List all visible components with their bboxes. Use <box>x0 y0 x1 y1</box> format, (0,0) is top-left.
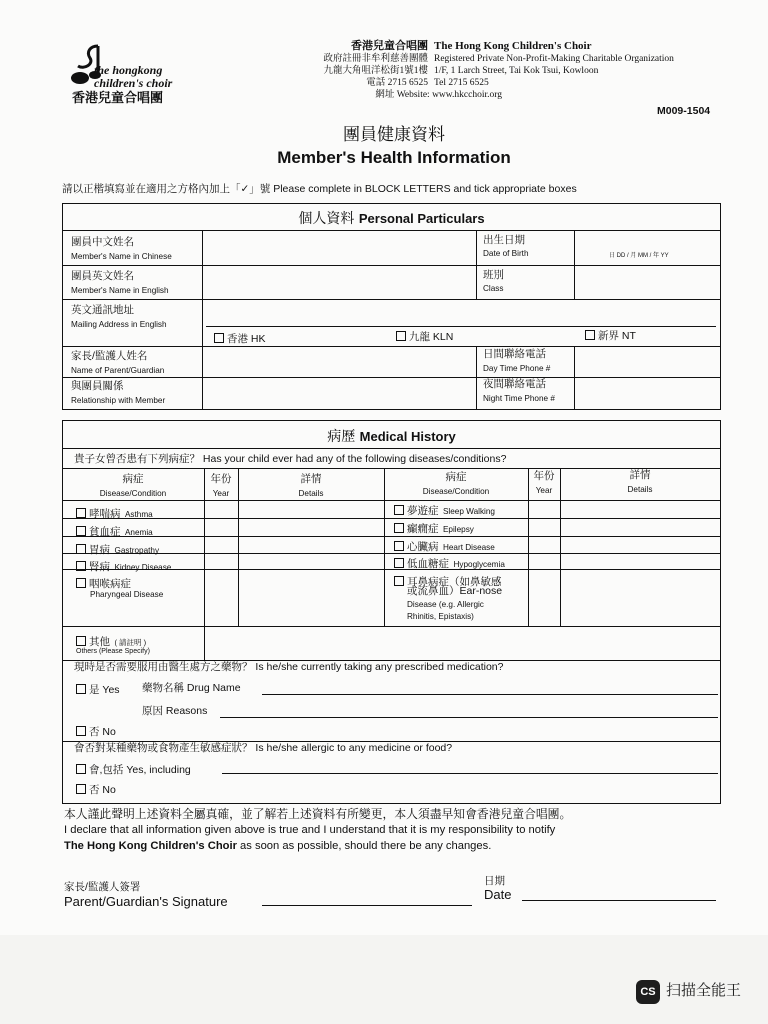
others-specify-input[interactable] <box>206 628 718 658</box>
org-registration-en: Registered Private Non-Profit-Making Charitable Organization <box>434 54 674 64</box>
divider <box>62 265 721 266</box>
divider <box>202 230 203 410</box>
medical-heading <box>62 426 721 446</box>
divider <box>62 536 721 537</box>
date-line[interactable] <box>522 900 716 901</box>
day-phone-label-en: Day Time Phone # <box>483 364 551 373</box>
declaration-en-2: The Hong Kong Children's Choir as soon as possible, should there be any changes. <box>64 840 492 852</box>
disease-epilepsy[interactable]: 癲癇症 Epilepsy <box>394 519 474 537</box>
checkbox[interactable] <box>394 523 404 533</box>
checkbox[interactable] <box>76 636 86 646</box>
divider <box>62 448 721 449</box>
day-phone-label-zh: 日間聯絡電話 <box>483 348 546 360</box>
medication-no-option[interactable]: 否 No <box>76 726 116 739</box>
divider <box>574 230 575 299</box>
camscanner-text: 扫描全能王 <box>666 982 742 999</box>
divider <box>62 299 721 300</box>
address-label-en: Mailing Address in English <box>71 320 167 329</box>
night-phone-label-zh: 夜間聯絡電話 <box>483 378 546 390</box>
col-year-right: 年份 Year <box>533 470 555 495</box>
address-label-zh: 英文通訊地址 <box>71 304 134 316</box>
col-disease-left: 病症 Disease/Condition <box>99 473 167 498</box>
checkbox[interactable] <box>76 544 86 554</box>
personal-heading-en: Personal Particulars <box>358 211 485 226</box>
medication-question: 現時是否需要服用由醫生處方之藥物？ Is he/she currently taking any prescribed medication? <box>74 661 504 673</box>
divider <box>528 468 529 626</box>
org-name-zh: 香港兒童合唱團 <box>351 40 428 52</box>
divider <box>62 377 721 378</box>
col-disease-right: 病症 Disease/Condition <box>422 471 490 496</box>
date-label-zh: 日期 <box>484 875 505 887</box>
checkbox[interactable] <box>214 333 224 343</box>
address-line <box>206 326 716 327</box>
chinese-name-label-en: Member's Name in Chinese <box>71 252 172 261</box>
logo-text-en-1: the hongkong <box>94 63 163 77</box>
logo-text-zh: 香港兒童合唱團 <box>72 90 164 105</box>
org-website: 網址 Website: www.hkcchoir.org <box>375 90 502 100</box>
divider <box>62 346 721 347</box>
class-label-zh: 班別 <box>483 269 504 281</box>
disease-asthma[interactable]: 哮喘病 Asthma <box>76 504 153 522</box>
drug-name-label: 藥物名稱 Drug Name <box>142 682 241 694</box>
signature-line[interactable] <box>262 905 472 906</box>
checkbox[interactable] <box>394 576 404 586</box>
divider <box>62 626 721 627</box>
declaration-en-1: I declare that all information given above is true and I understand that it is my responsibility to notify <box>64 824 556 836</box>
disease-others-en: Others (Please Specify) <box>76 648 150 655</box>
medical-heading-zh: 病歷 <box>327 428 356 444</box>
checkbox[interactable] <box>76 508 86 518</box>
checkbox[interactable] <box>394 558 404 568</box>
drug-name-line[interactable] <box>262 694 718 695</box>
disease-anemia[interactable]: 貧血症 Anemia <box>76 522 153 540</box>
checkbox[interactable] <box>76 684 86 694</box>
divider <box>574 346 575 410</box>
disease-ear-nose-line2: 或流鼻血）Ear-nose <box>407 585 503 597</box>
relationship-input[interactable] <box>204 379 474 408</box>
address-input[interactable] <box>206 302 716 324</box>
disease-kidney[interactable]: 腎病 Kidney Disease <box>76 557 171 575</box>
checkbox[interactable] <box>76 764 86 774</box>
allergy-details-line[interactable] <box>222 773 718 774</box>
class-label-en: Class <box>483 284 504 293</box>
signature-label-zh: 家長/監護人簽署 <box>64 881 141 893</box>
divider <box>62 500 721 501</box>
disease-question: 貴子女曾否患有下列病症？ Has your child ever had any of the following diseases/conditions? <box>74 453 507 465</box>
checkbox[interactable] <box>76 526 86 536</box>
disease-pharyngeal[interactable]: 咽喉病症 <box>76 574 131 592</box>
dob-label-zh: 出生日期 <box>483 234 525 246</box>
org-phone-zh: 電話 2715 6525 <box>366 78 428 88</box>
disease-ear-nose-line3: Disease (e.g. Allergic <box>407 600 484 609</box>
checkbox[interactable] <box>76 784 86 794</box>
divider <box>560 468 561 626</box>
dob-format: 日 DD / 月 MM / 年 YY <box>609 253 669 259</box>
disease-hypoglycemia[interactable]: 低血糖症 Hypoglycemia <box>394 554 505 572</box>
declaration <box>64 806 720 854</box>
checkbox[interactable] <box>76 578 86 588</box>
col-year-left: 年份 Year <box>210 473 232 498</box>
reason-line[interactable] <box>220 717 718 718</box>
form-instruction: 請以正楷填寫並在適用之方格內加上「✓」號 Please complete in BLOCK LETTERS and tick appropriate boxes <box>62 183 577 195</box>
choir-logo <box>64 44 194 108</box>
reason-label: 原因 Reasons <box>142 705 208 717</box>
night-phone-label-en: Night Time Phone # <box>483 394 555 403</box>
form-title-en: Member's Health Information <box>277 148 511 167</box>
signature-label-en: Parent/Guardian's Signature <box>64 894 228 909</box>
allergy-no-option[interactable]: 否 No <box>76 784 116 797</box>
region-hk-option[interactable]: 香港 HK <box>214 333 266 346</box>
day-phone-input[interactable] <box>576 348 718 375</box>
parent-name-label-en: Name of Parent/Guardian <box>71 366 165 375</box>
disease-ear-nose-line4: Rhinitis, Epistaxis) <box>407 612 474 621</box>
checkbox[interactable] <box>76 561 86 571</box>
divider <box>62 230 721 231</box>
parent-name-label-zh: 家長/監護人姓名 <box>71 350 148 362</box>
org-registration-zh: 政府註冊非牟利慈善團體 <box>323 54 428 64</box>
disease-heart[interactable]: 心臟病 Heart Disease <box>394 537 495 555</box>
chinese-name-label-zh: 團員中文姓名 <box>71 236 134 248</box>
divider <box>62 518 721 519</box>
allergy-question: 會否對某種藥物或食物產生敏感症狀？ Is he/she allergic to any medicine or food? <box>74 742 453 754</box>
org-info-en <box>434 40 734 89</box>
english-name-input[interactable] <box>204 267 474 297</box>
allergy-yes-option[interactable]: 會,包括 Yes, including <box>76 764 191 777</box>
checkbox[interactable] <box>76 726 86 736</box>
checkbox[interactable] <box>585 330 595 340</box>
relationship-label-en: Relationship with Member <box>71 396 166 405</box>
checkbox[interactable] <box>394 505 404 515</box>
col-details-left: 詳情 Details <box>298 473 324 498</box>
medication-yes-option[interactable]: 是 Yes <box>76 684 120 697</box>
divider <box>476 230 477 299</box>
form-title <box>0 124 768 170</box>
parent-name-input[interactable] <box>204 348 474 375</box>
disease-sleep-walking[interactable]: 夢遊症 Sleep Walking <box>394 501 495 519</box>
org-name-en: The Hong Kong Children's Choir <box>434 40 592 52</box>
checkbox[interactable] <box>396 331 406 341</box>
medical-heading-en: Medical History <box>359 429 456 444</box>
col-details-right: 詳情 Details <box>627 469 653 494</box>
disease-ear-nose[interactable]: 耳鼻病症（如鼻敏感 <box>394 572 502 590</box>
divider <box>204 468 205 660</box>
disease-pharyngeal-en: Pharyngeal Disease <box>90 590 164 599</box>
dob-label-en: Date of Birth <box>483 249 529 258</box>
divider <box>62 553 721 554</box>
region-kln-option[interactable]: 九龍 KLN <box>396 331 453 344</box>
disease-others[interactable]: 其他 ( 請註明 ) <box>76 632 146 650</box>
disease-gastropathy[interactable]: 胃病 Gastropathy <box>76 540 159 558</box>
class-input[interactable] <box>576 267 718 297</box>
form-title-zh: 團員健康資料 <box>343 125 445 144</box>
org-address-en: 1/F, 1 Larch Street, Tai Kok Tsui, Kowloon <box>434 66 599 76</box>
divider <box>476 346 477 410</box>
night-phone-input[interactable] <box>576 379 718 408</box>
english-name-label-zh: 團員英文姓名 <box>71 270 134 282</box>
chinese-name-input[interactable] <box>204 232 474 263</box>
english-name-label-en: Member's Name in English <box>71 286 169 295</box>
org-phone-en: Tel 2715 6525 <box>434 78 489 88</box>
org-address-zh: 九龍大角咀洋松街1號1樓 <box>323 66 428 76</box>
personal-heading <box>62 208 721 228</box>
divider <box>384 468 385 626</box>
logo-text-en-2: children's choir <box>94 76 173 90</box>
personal-heading-zh: 個人資料 <box>298 210 355 226</box>
checkbox[interactable] <box>394 541 404 551</box>
form-code: M009-1504 <box>657 105 711 117</box>
divider <box>238 468 239 626</box>
declaration-zh: 本人謹此聲明上述資料全屬真確，並了解若上述資料有所變更，本人須盡早知會香港兒童合唱團。 <box>64 807 572 821</box>
camscanner-logo: CS <box>636 980 660 1004</box>
region-nt-option[interactable]: 新界 NT <box>585 330 636 343</box>
date-label-en: Date <box>484 887 512 902</box>
relationship-label-zh: 與團員關係 <box>71 380 124 392</box>
